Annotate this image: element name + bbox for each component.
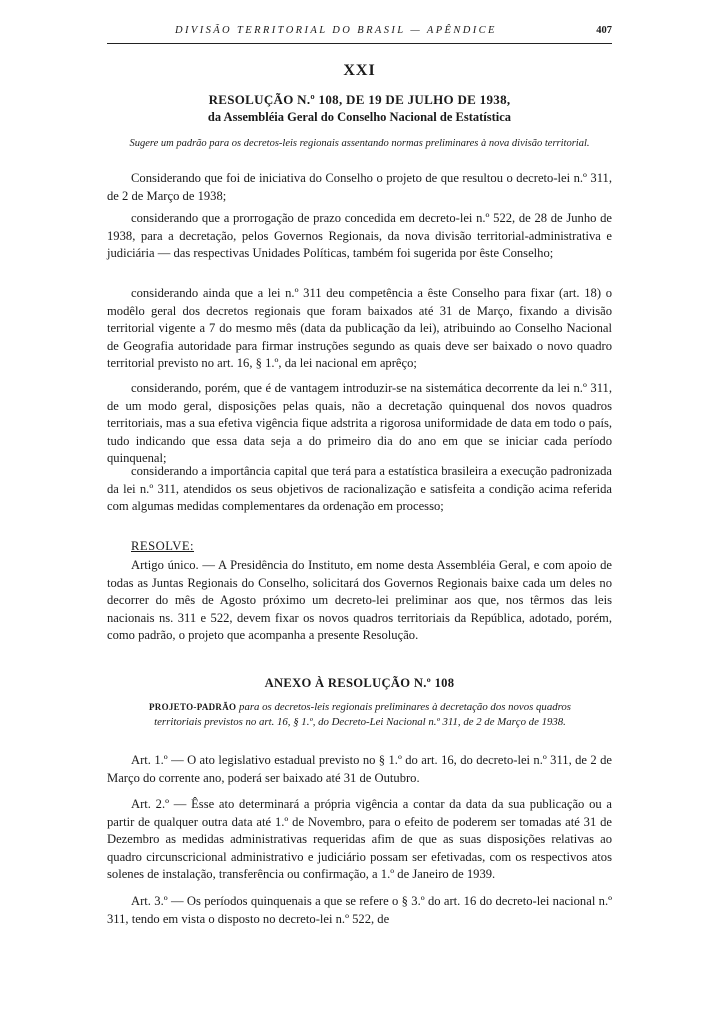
paragraph-1: Considerando que foi de iniciativa do Conselho o projeto de que resultou o decreto-lei n.º 311, de 2 de Março de 1938;	[107, 171, 612, 203]
resolution-title: RESOLUÇÃO N.º 108, DE 19 DE JULHO DE 1938,	[208, 92, 511, 107]
annex-description-text: para os decretos-leis regionais preliminares à decretação dos novos quadros territoriais previstos no art. 16, § 1.º, do Decreto-Lei Nacional n.º 311, de 2 de Março de 1938.	[154, 701, 572, 728]
running-title: DIVISÃO TERRITORIAL DO BRASIL — APÊNDICE	[175, 25, 497, 36]
article-unique: Artigo único. — A Presidência do Instituto, em nome desta Assembléia Geral, e com apoio de todas as Juntas Regionais do Conselho, solicitará dos Governos Regionais baixe cada um deles no decorrer do mês de Agosto próximo um decreto-lei preliminar aos que, nos têrmos das leis nacionais ns. 311 e 522, devem fixar os novos quadros territoriais da República, adotado, porém, como padrão, o projeto que acompanha a presente Resolução.	[107, 558, 612, 643]
article-1: Art. 1.º — O ato legislativo estadual previsto no § 1.º do art. 16, do decreto-lei n.º 311, de 2 de Março do corrente ano, poderá ser baixado até 31 de Outubro.	[107, 753, 612, 785]
resolution-subtitle: da Assembléia Geral do Conselho Nacional de Estatística	[207, 110, 512, 124]
paragraph-5: considerando a importância capital que terá para a estatística brasileira a execução padronizada da lei n.º 311, atendidos os seus objetivos de racionalização e satisfeita a condição acima referida com algumas medidas complementares da ordenação em processo;	[107, 464, 612, 514]
annex-lead: PROJETO-PADRÃO	[148, 702, 237, 712]
article-3: Art. 3.º — Os períodos quinquenais a que se refere o § 3.º do art. 16 do decreto-lei nacional n.º 311, tendo em vista o disposto no decreto-lei n.º 522, de	[107, 894, 612, 926]
annex-title: ANEXO À RESOLUÇÃO N.º 108	[264, 676, 455, 690]
running-header	[107, 25, 612, 44]
paragraph-2: considerando que a prorrogação de prazo concedida em decreto-lei n.º 522, de 28 de Junho de 1938, para a decretação, pelos Governos Regionais, da nova divisão territorial-administrativa e judiciária — das respectivas Unidades Políticas, também foi sugerida por êste Conselho;	[107, 211, 612, 261]
article-2: Art. 2.º — Êsse ato determinará a própria vigência a contar da data da sua publicação ou a partir de qualquer outra data até 1.º de Novembro, para o efeito de poderem ser tomadas até 31 de Dezembro as medidas administrativas requeridas afim de que as suas disposições relativas ao quadro circunscricional administrativo e judiciário possam ser efetivadas, com os respectivos atos solenes de instalação, transferência ou confirmação, a 1.º de Janeiro de 1939.	[107, 797, 612, 882]
resolve-heading: RESOLVE:	[131, 539, 195, 553]
page-number: 407	[596, 25, 612, 36]
paragraph-3: considerando ainda que a lei n.º 311 deu competência a êste Conselho para fixar (art. 18) o modêlo geral dos decretos regionais que foram baixados até 31 de Março, fixando a divisão territorial vigente a 7 do mesmo mês (data da publicação da lei), atribuindo ao Conselho Nacional de Geografia autoridade para firmar instruções segundo as quais deve ser baixado o novo quadro territorial previsto no art. 16, § 1.º, da lei nacional em aprêço;	[107, 286, 612, 371]
chapter-number: XXI	[343, 62, 376, 79]
annex-description	[145, 700, 575, 730]
paragraph-4: considerando, porém, que é de vantagem introduzir-se na sistemática decorrente da lei n.º 311, de um modo geral, disposições pelas quais, não a decretação quinquenal dos novos quadros territoriais, mas a sua efetiva vigência fique adstrita a rigorosa uniformidade de data em todo o país, tudo indicando que essa data seja a do primeiro dia do ano em que se iniciar cada período quinquenal;	[107, 381, 612, 466]
resolution-summary: Sugere um padrão para os decretos-leis regionais assentando normas preliminares à nova divisão territorial.	[129, 138, 590, 149]
